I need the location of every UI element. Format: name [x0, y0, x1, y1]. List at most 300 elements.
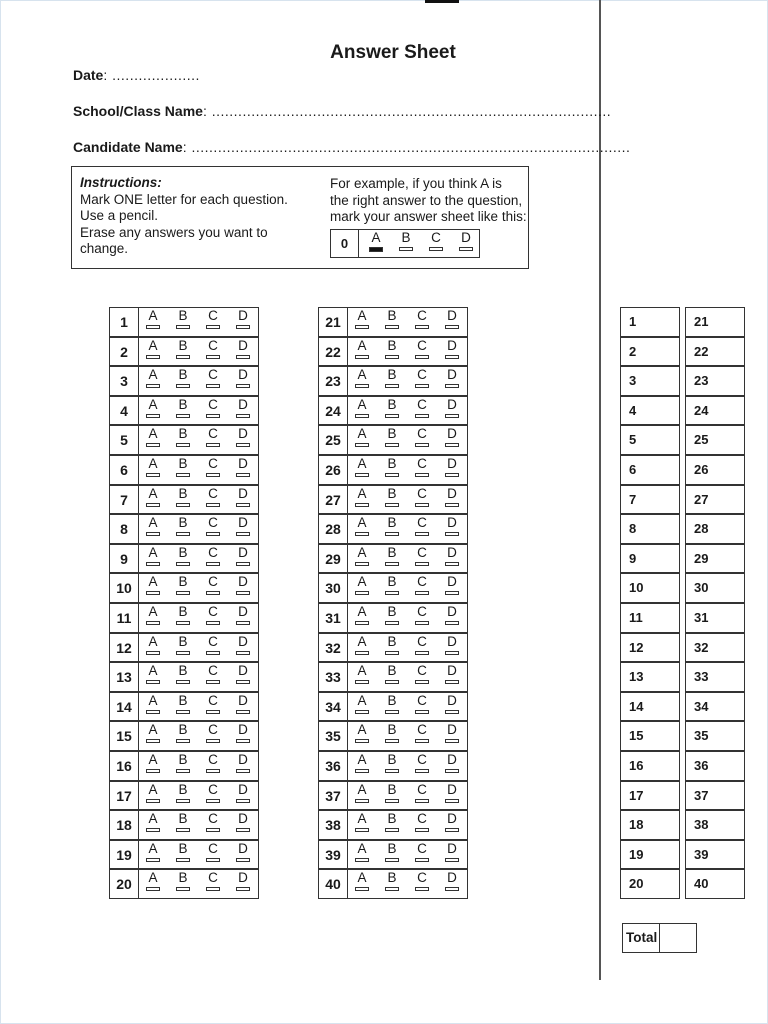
option-a[interactable] — [143, 783, 163, 803]
option-c[interactable] — [203, 575, 223, 595]
answer-mark-box[interactable] — [206, 562, 220, 566]
answer-mark-box[interactable] — [176, 621, 190, 625]
option-c[interactable] — [412, 368, 432, 388]
score-cell[interactable]: 23 — [685, 366, 745, 396]
answer-mark-box[interactable] — [445, 710, 459, 714]
option-a[interactable] — [143, 635, 163, 655]
score-cell[interactable]: 1 — [620, 307, 680, 337]
answer-mark-box[interactable] — [206, 621, 220, 625]
option-b[interactable] — [382, 427, 402, 447]
answer-mark-box[interactable] — [206, 473, 220, 477]
answer-mark-box[interactable] — [236, 325, 250, 329]
option-b[interactable] — [173, 635, 193, 655]
answer-mark-box[interactable] — [415, 591, 429, 595]
answer-mark-box[interactable] — [385, 532, 399, 536]
option-b[interactable] — [382, 309, 402, 329]
score-cell[interactable]: 18 — [620, 810, 680, 840]
option-b[interactable] — [173, 427, 193, 447]
answer-mark-box[interactable] — [206, 739, 220, 743]
option-a[interactable] — [352, 783, 372, 803]
option-c[interactable] — [426, 231, 446, 251]
option-c[interactable] — [412, 635, 432, 655]
option-a[interactable] — [352, 723, 372, 743]
answer-mark-box[interactable] — [355, 739, 369, 743]
score-cell[interactable]: 28 — [685, 514, 745, 544]
option-b[interactable] — [382, 694, 402, 714]
option-d[interactable] — [233, 605, 253, 625]
answer-mark-box[interactable] — [146, 355, 160, 359]
option-b[interactable] — [173, 812, 193, 832]
answer-mark-box[interactable] — [206, 680, 220, 684]
score-cell[interactable]: 37 — [685, 781, 745, 811]
school-class-field[interactable] — [73, 103, 611, 119]
answer-mark-box[interactable] — [399, 247, 413, 251]
answer-mark-box[interactable] — [445, 651, 459, 655]
answer-mark-box[interactable] — [206, 355, 220, 359]
answer-mark-box[interactable] — [146, 591, 160, 595]
option-a[interactable] — [143, 842, 163, 862]
answer-mark-box[interactable] — [146, 828, 160, 832]
answer-mark-box[interactable] — [385, 503, 399, 507]
answer-mark-box[interactable] — [355, 828, 369, 832]
answer-mark-box[interactable] — [415, 325, 429, 329]
option-d[interactable] — [233, 546, 253, 566]
option-a[interactable] — [143, 398, 163, 418]
answer-mark-box[interactable] — [236, 887, 250, 891]
option-a[interactable] — [143, 664, 163, 684]
option-c[interactable] — [412, 398, 432, 418]
answer-mark-box[interactable] — [445, 739, 459, 743]
answer-mark-box[interactable] — [176, 355, 190, 359]
answer-mark-box[interactable] — [415, 799, 429, 803]
option-a[interactable] — [352, 427, 372, 447]
score-cell[interactable]: 8 — [620, 514, 680, 544]
option-d[interactable] — [442, 487, 462, 507]
score-cell[interactable]: 26 — [685, 455, 745, 485]
option-a[interactable] — [143, 575, 163, 595]
score-cell[interactable]: 9 — [620, 544, 680, 574]
answer-mark-box[interactable] — [206, 828, 220, 832]
answer-mark-box[interactable] — [355, 562, 369, 566]
option-b[interactable] — [382, 546, 402, 566]
option-d[interactable] — [233, 309, 253, 329]
answer-mark-box[interactable] — [176, 562, 190, 566]
answer-mark-box[interactable] — [236, 858, 250, 862]
answer-mark-box[interactable] — [236, 680, 250, 684]
score-cell[interactable]: 40 — [685, 869, 745, 899]
option-b[interactable] — [173, 339, 193, 359]
option-b[interactable] — [173, 664, 193, 684]
answer-mark-box[interactable] — [445, 473, 459, 477]
answer-mark-box[interactable] — [429, 247, 443, 251]
option-b[interactable] — [173, 694, 193, 714]
answer-mark-box[interactable] — [355, 355, 369, 359]
answer-mark-box[interactable] — [445, 858, 459, 862]
answer-mark-box[interactable] — [146, 680, 160, 684]
option-a[interactable] — [143, 605, 163, 625]
option-b[interactable] — [382, 842, 402, 862]
option-b[interactable] — [382, 753, 402, 773]
option-c[interactable] — [203, 309, 223, 329]
answer-mark-box[interactable] — [176, 532, 190, 536]
option-d[interactable] — [442, 694, 462, 714]
option-c[interactable] — [203, 694, 223, 714]
option-a[interactable] — [143, 309, 163, 329]
answer-mark-box[interactable] — [415, 355, 429, 359]
option-c[interactable] — [203, 723, 223, 743]
answer-mark-box[interactable] — [385, 473, 399, 477]
answer-mark-box[interactable] — [445, 443, 459, 447]
option-c[interactable] — [412, 753, 432, 773]
answer-mark-box[interactable] — [176, 769, 190, 773]
answer-mark-box[interactable] — [445, 887, 459, 891]
option-c[interactable] — [203, 842, 223, 862]
option-a[interactable] — [143, 339, 163, 359]
score-cell[interactable]: 35 — [685, 721, 745, 751]
option-a[interactable] — [352, 664, 372, 684]
option-d[interactable] — [233, 516, 253, 536]
option-b[interactable] — [173, 546, 193, 566]
option-c[interactable] — [203, 753, 223, 773]
option-d[interactable] — [233, 427, 253, 447]
answer-mark-box[interactable] — [385, 443, 399, 447]
answer-mark-box[interactable] — [445, 532, 459, 536]
date-field[interactable] — [73, 67, 200, 83]
answer-mark-box[interactable] — [146, 562, 160, 566]
answer-mark-box[interactable] — [206, 443, 220, 447]
score-cell[interactable]: 33 — [685, 662, 745, 692]
option-b[interactable] — [382, 516, 402, 536]
option-c[interactable] — [203, 339, 223, 359]
option-a[interactable] — [143, 368, 163, 388]
answer-mark-box[interactable] — [355, 503, 369, 507]
answer-mark-box[interactable] — [415, 739, 429, 743]
option-c[interactable] — [203, 427, 223, 447]
answer-mark-box[interactable] — [355, 651, 369, 655]
option-c[interactable] — [203, 605, 223, 625]
answer-mark-box[interactable] — [236, 384, 250, 388]
answer-mark-box[interactable] — [355, 680, 369, 684]
answer-mark-box[interactable] — [146, 503, 160, 507]
score-cell[interactable]: 14 — [620, 692, 680, 722]
answer-mark-box[interactable] — [146, 858, 160, 862]
option-a[interactable] — [352, 575, 372, 595]
answer-mark-box[interactable] — [176, 739, 190, 743]
answer-mark-box[interactable] — [415, 532, 429, 536]
answer-mark-box[interactable] — [385, 591, 399, 595]
option-d[interactable] — [442, 753, 462, 773]
score-cell[interactable]: 17 — [620, 781, 680, 811]
option-a[interactable] — [352, 516, 372, 536]
option-b[interactable] — [382, 812, 402, 832]
answer-mark-box[interactable] — [236, 799, 250, 803]
option-b[interactable] — [173, 605, 193, 625]
option-b[interactable] — [173, 368, 193, 388]
option-a[interactable] — [143, 457, 163, 477]
score-cell[interactable]: 29 — [685, 544, 745, 574]
option-d[interactable] — [442, 427, 462, 447]
answer-mark-box[interactable] — [236, 621, 250, 625]
option-c[interactable] — [412, 605, 432, 625]
answer-mark-box[interactable] — [445, 384, 459, 388]
score-cell[interactable]: 13 — [620, 662, 680, 692]
answer-mark-box[interactable] — [355, 384, 369, 388]
option-c[interactable] — [412, 487, 432, 507]
option-d[interactable] — [233, 783, 253, 803]
answer-mark-box[interactable] — [355, 591, 369, 595]
option-d[interactable] — [442, 605, 462, 625]
answer-mark-box[interactable] — [415, 887, 429, 891]
answer-mark-box[interactable] — [146, 414, 160, 418]
answer-mark-box[interactable] — [459, 247, 473, 251]
option-a[interactable] — [143, 871, 163, 891]
option-d[interactable] — [442, 516, 462, 536]
answer-mark-box[interactable] — [355, 887, 369, 891]
option-d[interactable] — [442, 398, 462, 418]
answer-mark-box[interactable] — [445, 414, 459, 418]
answer-mark-box[interactable] — [385, 651, 399, 655]
option-c[interactable] — [203, 635, 223, 655]
option-c[interactable] — [203, 516, 223, 536]
score-cell[interactable]: 20 — [620, 869, 680, 899]
option-d[interactable] — [442, 546, 462, 566]
option-a[interactable] — [366, 231, 386, 252]
answer-mark-box[interactable] — [206, 651, 220, 655]
option-d[interactable] — [442, 783, 462, 803]
score-cell[interactable]: 39 — [685, 840, 745, 870]
answer-mark-box[interactable] — [385, 621, 399, 625]
answer-mark-box[interactable] — [146, 739, 160, 743]
score-cell[interactable]: 7 — [620, 485, 680, 515]
answer-mark-box[interactable] — [236, 532, 250, 536]
answer-mark-box[interactable] — [236, 562, 250, 566]
score-cell[interactable]: 6 — [620, 455, 680, 485]
answer-mark-box[interactable] — [415, 858, 429, 862]
answer-mark-box[interactable] — [206, 591, 220, 595]
option-d[interactable] — [233, 664, 253, 684]
option-a[interactable] — [143, 812, 163, 832]
option-a[interactable] — [352, 812, 372, 832]
answer-mark-box[interactable] — [206, 769, 220, 773]
option-c[interactable] — [412, 339, 432, 359]
answer-mark-box[interactable] — [445, 355, 459, 359]
option-a[interactable] — [352, 309, 372, 329]
answer-mark-box[interactable] — [236, 443, 250, 447]
answer-mark-box[interactable] — [385, 799, 399, 803]
option-c[interactable] — [412, 842, 432, 862]
option-d[interactable] — [233, 398, 253, 418]
answer-mark-box[interactable] — [445, 503, 459, 507]
answer-mark-box[interactable] — [146, 443, 160, 447]
total-box[interactable] — [622, 923, 697, 953]
answer-mark-box[interactable] — [236, 739, 250, 743]
answer-mark-box[interactable] — [415, 710, 429, 714]
score-cell[interactable]: 19 — [620, 840, 680, 870]
option-c[interactable] — [203, 783, 223, 803]
answer-mark-box[interactable] — [176, 651, 190, 655]
answer-mark-box[interactable] — [206, 325, 220, 329]
option-c[interactable] — [412, 723, 432, 743]
option-d[interactable] — [442, 664, 462, 684]
answer-mark-box[interactable] — [415, 443, 429, 447]
option-c[interactable] — [203, 664, 223, 684]
option-b[interactable] — [173, 753, 193, 773]
answer-mark-box[interactable] — [385, 562, 399, 566]
option-d[interactable] — [233, 753, 253, 773]
answer-mark-box[interactable] — [236, 473, 250, 477]
answer-mark-box[interactable] — [176, 384, 190, 388]
answer-mark-box[interactable] — [146, 887, 160, 891]
answer-mark-box[interactable] — [176, 325, 190, 329]
option-b[interactable] — [382, 339, 402, 359]
score-cell[interactable]: 24 — [685, 396, 745, 426]
answer-mark-box[interactable] — [445, 799, 459, 803]
option-a[interactable] — [352, 368, 372, 388]
answer-mark-box[interactable] — [176, 799, 190, 803]
answer-mark-box[interactable] — [236, 414, 250, 418]
option-b[interactable] — [382, 575, 402, 595]
option-c[interactable] — [412, 575, 432, 595]
option-d[interactable] — [442, 871, 462, 891]
option-c[interactable] — [412, 694, 432, 714]
score-cell[interactable]: 25 — [685, 425, 745, 455]
option-d[interactable] — [442, 575, 462, 595]
answer-mark-box[interactable] — [176, 473, 190, 477]
option-a[interactable] — [352, 753, 372, 773]
answer-mark-box[interactable] — [236, 355, 250, 359]
score-cell[interactable]: 2 — [620, 337, 680, 367]
answer-mark-box[interactable] — [385, 828, 399, 832]
option-c[interactable] — [412, 427, 432, 447]
option-b[interactable] — [382, 783, 402, 803]
option-b[interactable] — [173, 783, 193, 803]
option-b[interactable] — [382, 398, 402, 418]
answer-mark-box[interactable] — [385, 710, 399, 714]
answer-mark-box[interactable] — [176, 680, 190, 684]
answer-mark-box[interactable] — [355, 799, 369, 803]
answer-mark-box[interactable] — [146, 621, 160, 625]
answer-mark-box[interactable] — [206, 858, 220, 862]
option-d[interactable] — [233, 842, 253, 862]
answer-mark-box[interactable] — [176, 828, 190, 832]
option-c[interactable] — [203, 487, 223, 507]
option-b[interactable] — [382, 487, 402, 507]
answer-mark-box[interactable] — [146, 473, 160, 477]
answer-mark-box[interactable] — [236, 828, 250, 832]
option-d[interactable] — [233, 635, 253, 655]
answer-mark-box[interactable] — [385, 739, 399, 743]
option-b[interactable] — [382, 723, 402, 743]
answer-mark-box[interactable] — [206, 503, 220, 507]
option-b[interactable] — [396, 231, 416, 251]
score-cell[interactable]: 4 — [620, 396, 680, 426]
option-d[interactable] — [233, 368, 253, 388]
answer-mark-box[interactable] — [206, 799, 220, 803]
candidate-field[interactable] — [73, 139, 630, 155]
score-cell[interactable]: 12 — [620, 633, 680, 663]
score-cell[interactable]: 34 — [685, 692, 745, 722]
option-d[interactable] — [233, 339, 253, 359]
answer-mark-box[interactable] — [415, 503, 429, 507]
option-b[interactable] — [382, 635, 402, 655]
option-d[interactable] — [442, 368, 462, 388]
answer-mark-box[interactable] — [176, 443, 190, 447]
answer-mark-box[interactable] — [206, 532, 220, 536]
option-b[interactable] — [173, 871, 193, 891]
answer-mark-box[interactable] — [355, 532, 369, 536]
answer-mark-box[interactable] — [355, 473, 369, 477]
answer-mark-box[interactable] — [355, 858, 369, 862]
option-a[interactable] — [143, 427, 163, 447]
answer-mark-box[interactable] — [369, 247, 383, 252]
answer-mark-box[interactable] — [355, 325, 369, 329]
score-cell[interactable]: 22 — [685, 337, 745, 367]
score-cell[interactable]: 10 — [620, 573, 680, 603]
option-d[interactable] — [233, 694, 253, 714]
option-a[interactable] — [352, 487, 372, 507]
answer-mark-box[interactable] — [415, 562, 429, 566]
answer-mark-box[interactable] — [176, 503, 190, 507]
option-d[interactable] — [442, 339, 462, 359]
answer-mark-box[interactable] — [415, 384, 429, 388]
option-c[interactable] — [412, 516, 432, 536]
answer-mark-box[interactable] — [445, 621, 459, 625]
answer-mark-box[interactable] — [146, 799, 160, 803]
option-d[interactable] — [233, 457, 253, 477]
score-cell[interactable]: 32 — [685, 633, 745, 663]
option-a[interactable] — [143, 753, 163, 773]
option-a[interactable] — [352, 871, 372, 891]
option-d[interactable] — [442, 309, 462, 329]
option-b[interactable] — [382, 871, 402, 891]
answer-mark-box[interactable] — [146, 769, 160, 773]
answer-mark-box[interactable] — [445, 591, 459, 595]
answer-mark-box[interactable] — [385, 887, 399, 891]
option-d[interactable] — [233, 723, 253, 743]
option-a[interactable] — [352, 842, 372, 862]
option-b[interactable] — [173, 457, 193, 477]
option-b[interactable] — [382, 605, 402, 625]
answer-mark-box[interactable] — [236, 651, 250, 655]
score-cell[interactable]: 36 — [685, 751, 745, 781]
answer-mark-box[interactable] — [415, 621, 429, 625]
answer-mark-box[interactable] — [236, 710, 250, 714]
answer-mark-box[interactable] — [176, 710, 190, 714]
option-c[interactable] — [203, 457, 223, 477]
answer-mark-box[interactable] — [206, 414, 220, 418]
answer-mark-box[interactable] — [176, 591, 190, 595]
answer-mark-box[interactable] — [415, 828, 429, 832]
answer-mark-box[interactable] — [385, 325, 399, 329]
option-c[interactable] — [412, 783, 432, 803]
answer-mark-box[interactable] — [146, 532, 160, 536]
answer-mark-box[interactable] — [206, 710, 220, 714]
answer-mark-box[interactable] — [146, 325, 160, 329]
answer-mark-box[interactable] — [385, 769, 399, 773]
score-cell[interactable]: 15 — [620, 721, 680, 751]
score-cell[interactable]: 38 — [685, 810, 745, 840]
score-cell[interactable]: 16 — [620, 751, 680, 781]
option-c[interactable] — [412, 546, 432, 566]
answer-mark-box[interactable] — [176, 887, 190, 891]
option-b[interactable] — [173, 309, 193, 329]
option-b[interactable] — [173, 723, 193, 743]
answer-mark-box[interactable] — [355, 710, 369, 714]
option-b[interactable] — [173, 842, 193, 862]
option-d[interactable] — [442, 842, 462, 862]
answer-mark-box[interactable] — [445, 828, 459, 832]
option-b[interactable] — [173, 487, 193, 507]
